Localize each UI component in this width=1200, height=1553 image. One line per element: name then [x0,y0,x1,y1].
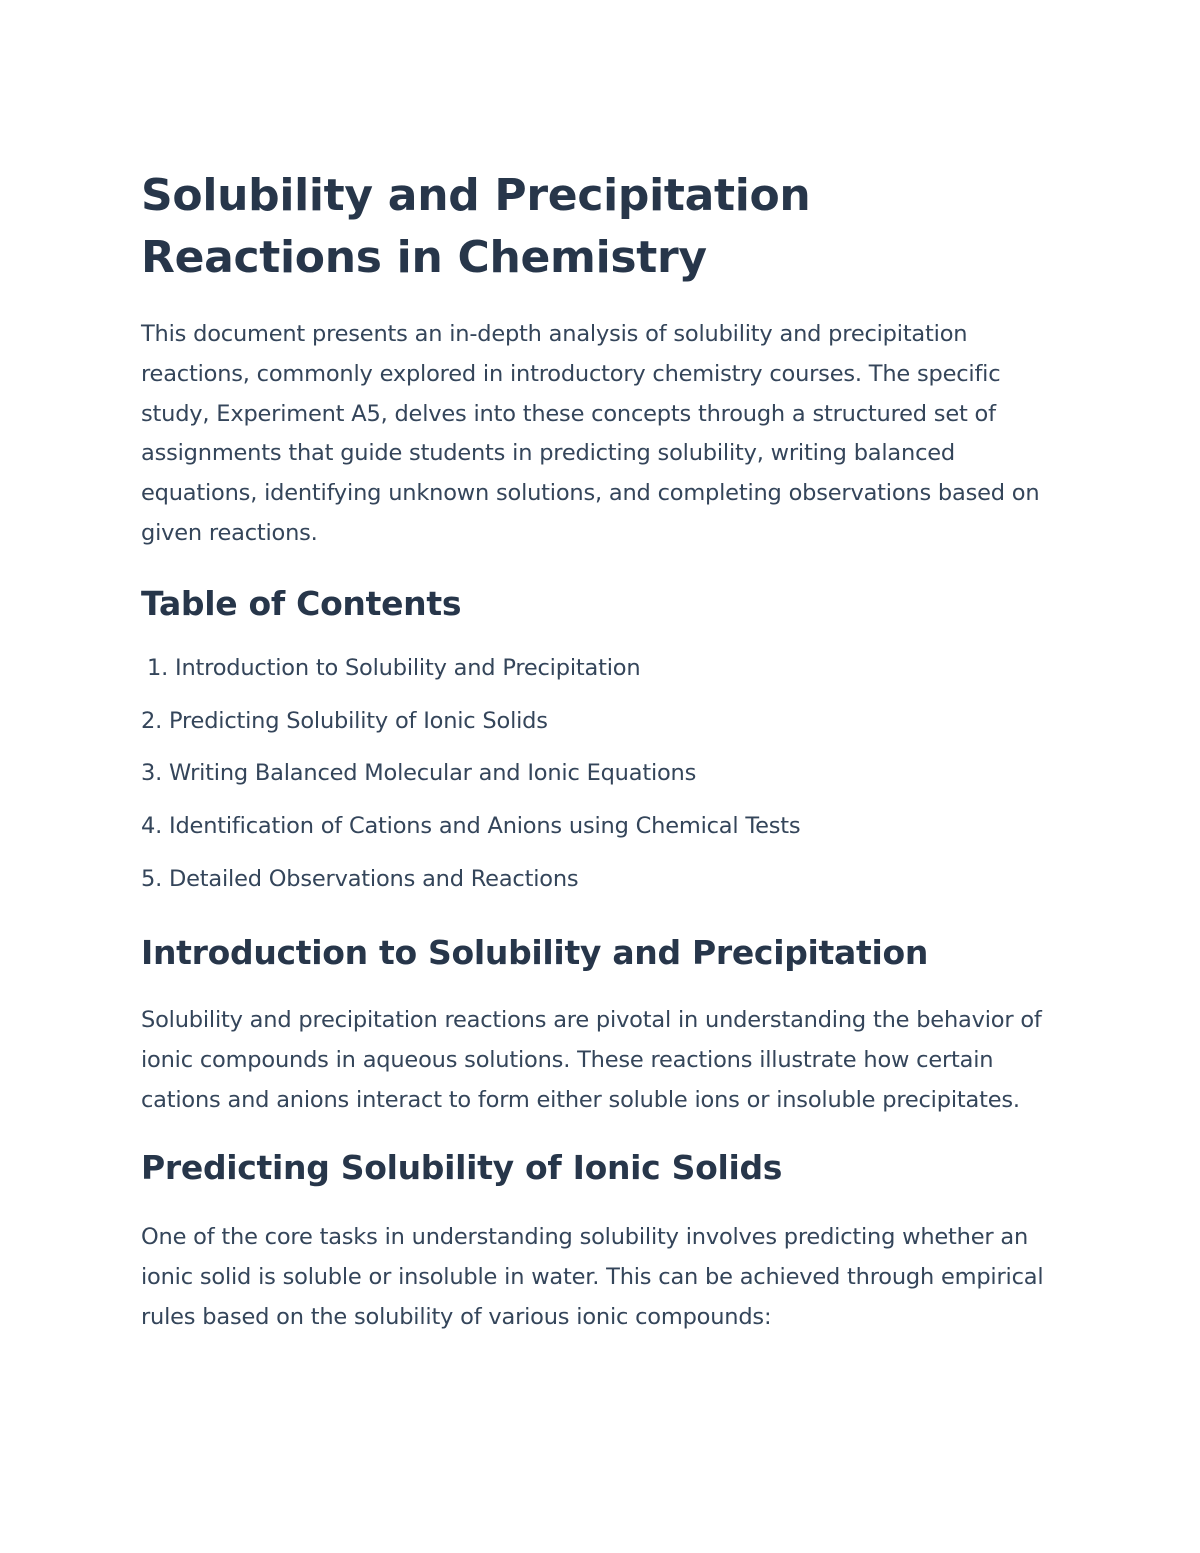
table-of-contents [141,655,1061,896]
section-paragraph-introduction: Solubility and precipitation reactions are pivotal in understanding the behavior of ionic compounds in aqueous solutions. These reactions illustrate how certain cations and anions interact to form either soluble ions or insoluble precipitates. [141,1006,1042,1113]
toc-item-number: 4. [141,813,163,840]
toc-item[interactable] [141,655,1061,708]
section-heading-introduction: Introduction to Solubility and Precipitation [141,932,929,972]
intro-paragraph: This document presents an in-depth analysis of solubility and precipitation reactions, commonly explored in introductory chemistry courses. The specific study, Experiment A5, delves into these concepts through a structured set of assignments that guide students in predicting solubility, writing balanced equations, identifying unknown solutions, and completing observations based on given reactions. [141,321,1040,546]
section-heading-predicting-solubility: Predicting Solubility of Ionic Solids [141,1148,783,1188]
toc-item[interactable] [141,813,1061,866]
toc-item[interactable] [141,760,1061,813]
document-title: Solubility and Precipitation Reactions in Chemistry [141,170,811,283]
toc-item-label: Predicting Solubility of Ionic Solids [169,707,548,734]
toc-item-label: Identification of Cations and Anions using Chemical Tests [169,813,801,840]
toc-item-label: Introduction to Solubility and Precipitation [175,654,641,681]
toc-heading: Table of Contents [141,583,462,623]
toc-item[interactable] [141,866,1061,896]
toc-item-number: 3. [141,760,163,787]
section-paragraph-predicting-solubility: One of the core tasks in understanding solubility involves predicting whether an ionic solid is soluble or insoluble in water. This can be achieved through empirical rules based on the solubility of various ionic compounds: [141,1224,1044,1330]
toc-item[interactable] [141,708,1061,761]
toc-item-label: Detailed Observations and Reactions [169,865,579,892]
toc-item-number: 1. [147,654,169,681]
toc-item-label: Writing Balanced Molecular and Ionic Equations [169,760,697,787]
toc-item-number: 5. [141,865,163,892]
document-page [141,165,1061,1338]
toc-item-number: 2. [141,707,163,734]
